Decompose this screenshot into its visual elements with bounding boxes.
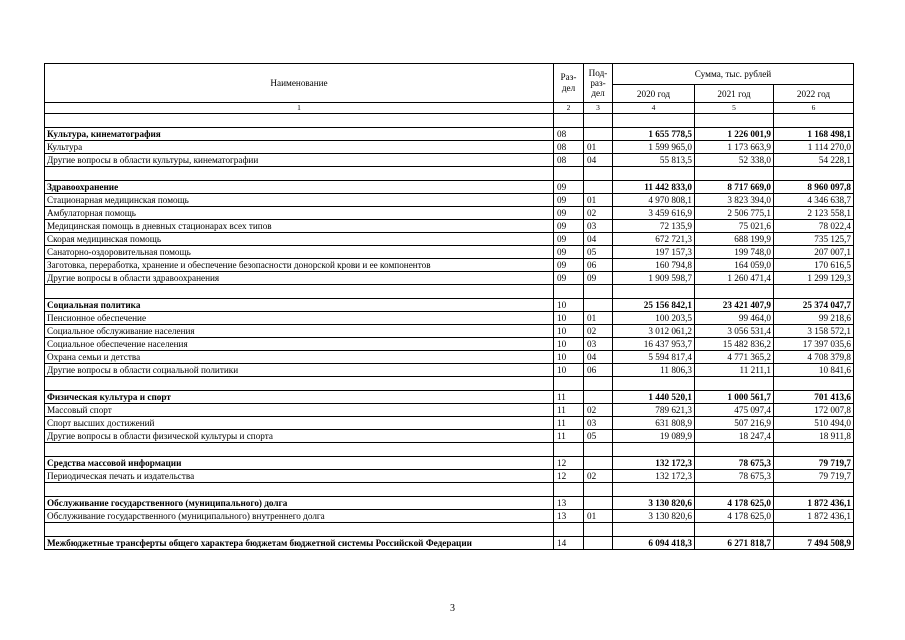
row-name: Санаторно-оздоровительная помощь [45,246,554,259]
group-row [45,497,854,510]
table-row [45,220,854,233]
header-year-2020: 2020 год [613,85,695,103]
row-value-2021: 8 717 669,0 [695,181,774,194]
row-value-2020: 3 459 616,9 [613,207,695,220]
row-value-2020: 3 130 820,6 [613,497,695,510]
row-subsection: 04 [584,154,613,167]
table-row [45,141,854,154]
row-section: 09 [554,181,584,194]
row-name: Другие вопросы в области социальной политики [45,364,554,377]
empty-cell [613,483,695,497]
empty-cell [695,483,774,497]
row-value-2021: 688 199,9 [695,233,774,246]
row-subsection [584,391,613,404]
row-section: 10 [554,299,584,312]
row-name: Обслуживание государственного (муниципального) внутреннего долга [45,510,554,523]
row-value-2021: 75 021,6 [695,220,774,233]
row-section: 11 [554,404,584,417]
row-value-2022: 172 007,8 [774,404,854,417]
empty-cell [695,523,774,537]
row-value-2020: 1 599 965,0 [613,141,695,154]
row-section: 09 [554,246,584,259]
group-row [45,537,854,550]
empty-cell [45,377,554,391]
row-value-2021: 15 482 836,2 [695,338,774,351]
empty-cell [554,377,584,391]
group-row [45,181,854,194]
spacer-row [45,167,854,181]
page-number: 3 [450,603,455,614]
table-row [45,207,854,220]
empty-cell [695,443,774,457]
row-subsection [584,128,613,141]
row-name: Скорая медицинская помощь [45,233,554,246]
empty-cell [774,114,854,128]
row-section: 09 [554,272,584,285]
row-value-2021: 23 421 407,9 [695,299,774,312]
row-value-2020: 55 813,5 [613,154,695,167]
row-value-2021: 2 506 775,1 [695,207,774,220]
row-subsection: 05 [584,430,613,443]
row-subsection [584,537,613,550]
row-subsection: 02 [584,404,613,417]
row-name: Медицинская помощь в дневных стационарах всех типов [45,220,554,233]
row-value-2021: 78 675,3 [695,457,774,470]
row-name: Социальное обеспечение населения [45,338,554,351]
table-row [45,430,854,443]
row-name: Культура, кинематография [45,128,554,141]
row-value-2020: 160 794,8 [613,259,695,272]
row-value-2022: 735 125,7 [774,233,854,246]
empty-cell [774,285,854,299]
row-value-2022: 79 719,7 [774,457,854,470]
row-name: Массовый спорт [45,404,554,417]
header-name: Наименование [45,64,554,103]
row-value-2020: 72 135,9 [613,220,695,233]
row-subsection: 04 [584,351,613,364]
row-name: Физическая культура и спорт [45,391,554,404]
row-value-2021: 199 748,0 [695,246,774,259]
empty-cell [584,285,613,299]
row-value-2020: 5 594 817,4 [613,351,695,364]
empty-cell [554,443,584,457]
row-name: Периодическая печать и издательства [45,470,554,483]
row-name: Спорт высших достижений [45,417,554,430]
row-subsection: 01 [584,510,613,523]
group-row [45,457,854,470]
empty-cell [613,167,695,181]
row-subsection [584,497,613,510]
header-sum: Сумма, тыс. рублей [613,64,854,85]
table-row [45,351,854,364]
empty-cell [45,443,554,457]
header-year-2021: 2021 год [695,85,774,103]
row-section: 11 [554,430,584,443]
empty-cell [613,377,695,391]
row-value-2021: 52 338,0 [695,154,774,167]
row-value-2020: 132 172,3 [613,470,695,483]
empty-cell [584,443,613,457]
row-value-2022: 4 346 638,7 [774,194,854,207]
table-row [45,364,854,377]
row-section: 11 [554,391,584,404]
empty-cell [584,523,613,537]
row-subsection: 06 [584,259,613,272]
row-name: Социальное обслуживание населения [45,325,554,338]
row-section: 10 [554,325,584,338]
row-value-2021: 18 247,4 [695,430,774,443]
row-section: 14 [554,537,584,550]
empty-cell [613,285,695,299]
row-value-2021: 507 216,9 [695,417,774,430]
table-row [45,154,854,167]
spacer-row [45,114,854,128]
spacer-row [45,523,854,537]
row-value-2020: 789 621,3 [613,404,695,417]
row-subsection [584,299,613,312]
row-value-2021: 1 000 561,7 [695,391,774,404]
table-row [45,404,854,417]
row-name: Социальная политика [45,299,554,312]
empty-cell [554,114,584,128]
col-number: 2 [554,103,584,114]
row-value-2021: 1 226 001,9 [695,128,774,141]
row-value-2020: 16 437 953,7 [613,338,695,351]
row-section: 12 [554,457,584,470]
table-row [45,417,854,430]
table-row [45,272,854,285]
row-section: 08 [554,128,584,141]
row-value-2022: 99 218,6 [774,312,854,325]
row-name: Межбюджетные трансферты общего характера бюджетам бюджетной системы Российской Федерации [45,537,554,550]
row-subsection: 03 [584,220,613,233]
row-subsection: 01 [584,312,613,325]
empty-cell [45,285,554,299]
header-year-2022: 2022 год [774,85,854,103]
col-number: 3 [584,103,613,114]
row-value-2022: 10 841,6 [774,364,854,377]
row-name: Другие вопросы в области культуры, кинематографии [45,154,554,167]
table-row [45,325,854,338]
row-value-2022: 207 007,1 [774,246,854,259]
row-subsection: 02 [584,470,613,483]
group-row [45,391,854,404]
empty-cell [695,167,774,181]
row-value-2021: 4 771 365,2 [695,351,774,364]
row-name: Культура [45,141,554,154]
row-value-2021: 4 178 625,0 [695,497,774,510]
empty-cell [774,167,854,181]
row-value-2021: 78 675,3 [695,470,774,483]
col-number: 5 [695,103,774,114]
row-subsection: 06 [584,364,613,377]
row-subsection: 02 [584,207,613,220]
row-value-2020: 1 655 778,5 [613,128,695,141]
empty-cell [695,285,774,299]
empty-cell [584,377,613,391]
row-value-2020: 6 094 418,3 [613,537,695,550]
row-value-2020: 132 172,3 [613,457,695,470]
row-subsection: 04 [584,233,613,246]
row-value-2022: 54 228,1 [774,154,854,167]
table-body [45,114,854,550]
spacer-row [45,443,854,457]
row-subsection [584,457,613,470]
row-value-2020: 3 130 820,6 [613,510,695,523]
empty-cell [554,483,584,497]
row-name: Средства массовой информации [45,457,554,470]
row-value-2020: 11 806,3 [613,364,695,377]
group-row [45,299,854,312]
spacer-row [45,377,854,391]
row-value-2021: 6 271 818,7 [695,537,774,550]
row-subsection: 03 [584,338,613,351]
row-value-2022: 18 911,8 [774,430,854,443]
row-subsection: 03 [584,417,613,430]
row-section: 08 [554,141,584,154]
row-value-2020: 631 808,9 [613,417,695,430]
budget-table [44,63,854,550]
row-name: Охрана семьи и детства [45,351,554,364]
table-row [45,233,854,246]
row-name: Пенсионное обеспечение [45,312,554,325]
row-value-2022: 701 413,6 [774,391,854,404]
empty-cell [695,377,774,391]
row-section: 09 [554,194,584,207]
row-value-2022: 79 719,7 [774,470,854,483]
row-section: 13 [554,510,584,523]
empty-cell [774,377,854,391]
row-value-2021: 11 211,1 [695,364,774,377]
empty-cell [613,114,695,128]
col-number: 4 [613,103,695,114]
row-section: 09 [554,220,584,233]
empty-cell [45,483,554,497]
col-number: 1 [45,103,554,114]
row-section: 10 [554,312,584,325]
table-row [45,194,854,207]
row-value-2020: 197 157,3 [613,246,695,259]
row-value-2021: 1 260 471,4 [695,272,774,285]
empty-cell [584,483,613,497]
row-value-2022: 1 168 498,1 [774,128,854,141]
row-name: Заготовка, переработка, хранение и обеспечение безопасности донорской крови и ее компонентов [45,259,554,272]
spacer-row [45,285,854,299]
row-name: Обслуживание государственного (муниципального) долга [45,497,554,510]
empty-cell [554,167,584,181]
empty-cell [774,523,854,537]
row-value-2021: 4 178 625,0 [695,510,774,523]
empty-cell [45,167,554,181]
row-value-2021: 3 056 531,4 [695,325,774,338]
row-section: 09 [554,233,584,246]
table-row [45,246,854,259]
row-subsection [584,181,613,194]
row-section: 10 [554,351,584,364]
empty-cell [45,523,554,537]
budget-table-sheet [44,63,853,550]
row-section: 09 [554,259,584,272]
table-row [45,259,854,272]
row-value-2022: 170 616,5 [774,259,854,272]
table-row [45,510,854,523]
row-value-2022: 7 494 508,9 [774,537,854,550]
row-section: 10 [554,364,584,377]
row-name: Другие вопросы в области здравоохранения [45,272,554,285]
header-section: Раз- дел [554,64,584,103]
row-subsection: 09 [584,272,613,285]
table-row [45,470,854,483]
row-value-2022: 510 494,0 [774,417,854,430]
row-value-2022: 78 022,4 [774,220,854,233]
row-section: 12 [554,470,584,483]
empty-cell [774,483,854,497]
row-value-2022: 1 114 270,0 [774,141,854,154]
row-name: Амбулаторная помощь [45,207,554,220]
row-value-2020: 1 440 520,1 [613,391,695,404]
row-value-2020: 25 156 842,1 [613,299,695,312]
empty-cell [695,114,774,128]
row-value-2022: 3 158 572,1 [774,325,854,338]
row-subsection: 02 [584,325,613,338]
row-value-2022: 25 374 047,7 [774,299,854,312]
empty-cell [554,285,584,299]
row-name: Другие вопросы в области физической культуры и спорта [45,430,554,443]
spacer-row [45,483,854,497]
row-value-2022: 17 397 035,6 [774,338,854,351]
row-section: 10 [554,338,584,351]
row-section: 09 [554,207,584,220]
row-subsection: 05 [584,246,613,259]
row-name: Стационарная медицинская помощь [45,194,554,207]
empty-cell [45,114,554,128]
row-value-2022: 1 872 436,1 [774,497,854,510]
row-value-2022: 1 872 436,1 [774,510,854,523]
row-value-2022: 1 299 129,3 [774,272,854,285]
empty-cell [584,167,613,181]
row-value-2021: 3 823 394,0 [695,194,774,207]
group-row [45,128,854,141]
empty-cell [613,443,695,457]
row-value-2020: 1 909 598,7 [613,272,695,285]
empty-cell [554,523,584,537]
row-value-2022: 2 123 558,1 [774,207,854,220]
row-subsection: 01 [584,194,613,207]
header-subsection: Под- раз- дел [584,64,613,103]
row-value-2020: 19 089,9 [613,430,695,443]
row-section: 08 [554,154,584,167]
row-section: 11 [554,417,584,430]
row-subsection: 01 [584,141,613,154]
row-value-2020: 672 721,3 [613,233,695,246]
row-value-2020: 3 012 061,2 [613,325,695,338]
row-value-2020: 100 203,5 [613,312,695,325]
row-value-2022: 8 960 097,8 [774,181,854,194]
row-value-2020: 11 442 833,0 [613,181,695,194]
empty-cell [584,114,613,128]
row-value-2022: 4 708 379,8 [774,351,854,364]
table-row [45,338,854,351]
row-section: 13 [554,497,584,510]
row-value-2021: 164 059,0 [695,259,774,272]
row-value-2021: 99 464,0 [695,312,774,325]
row-value-2020: 4 970 808,1 [613,194,695,207]
row-name: Здравоохранение [45,181,554,194]
table-row [45,312,854,325]
empty-cell [774,443,854,457]
col-number: 6 [774,103,854,114]
row-value-2021: 475 097,4 [695,404,774,417]
row-value-2021: 1 173 663,9 [695,141,774,154]
empty-cell [613,523,695,537]
